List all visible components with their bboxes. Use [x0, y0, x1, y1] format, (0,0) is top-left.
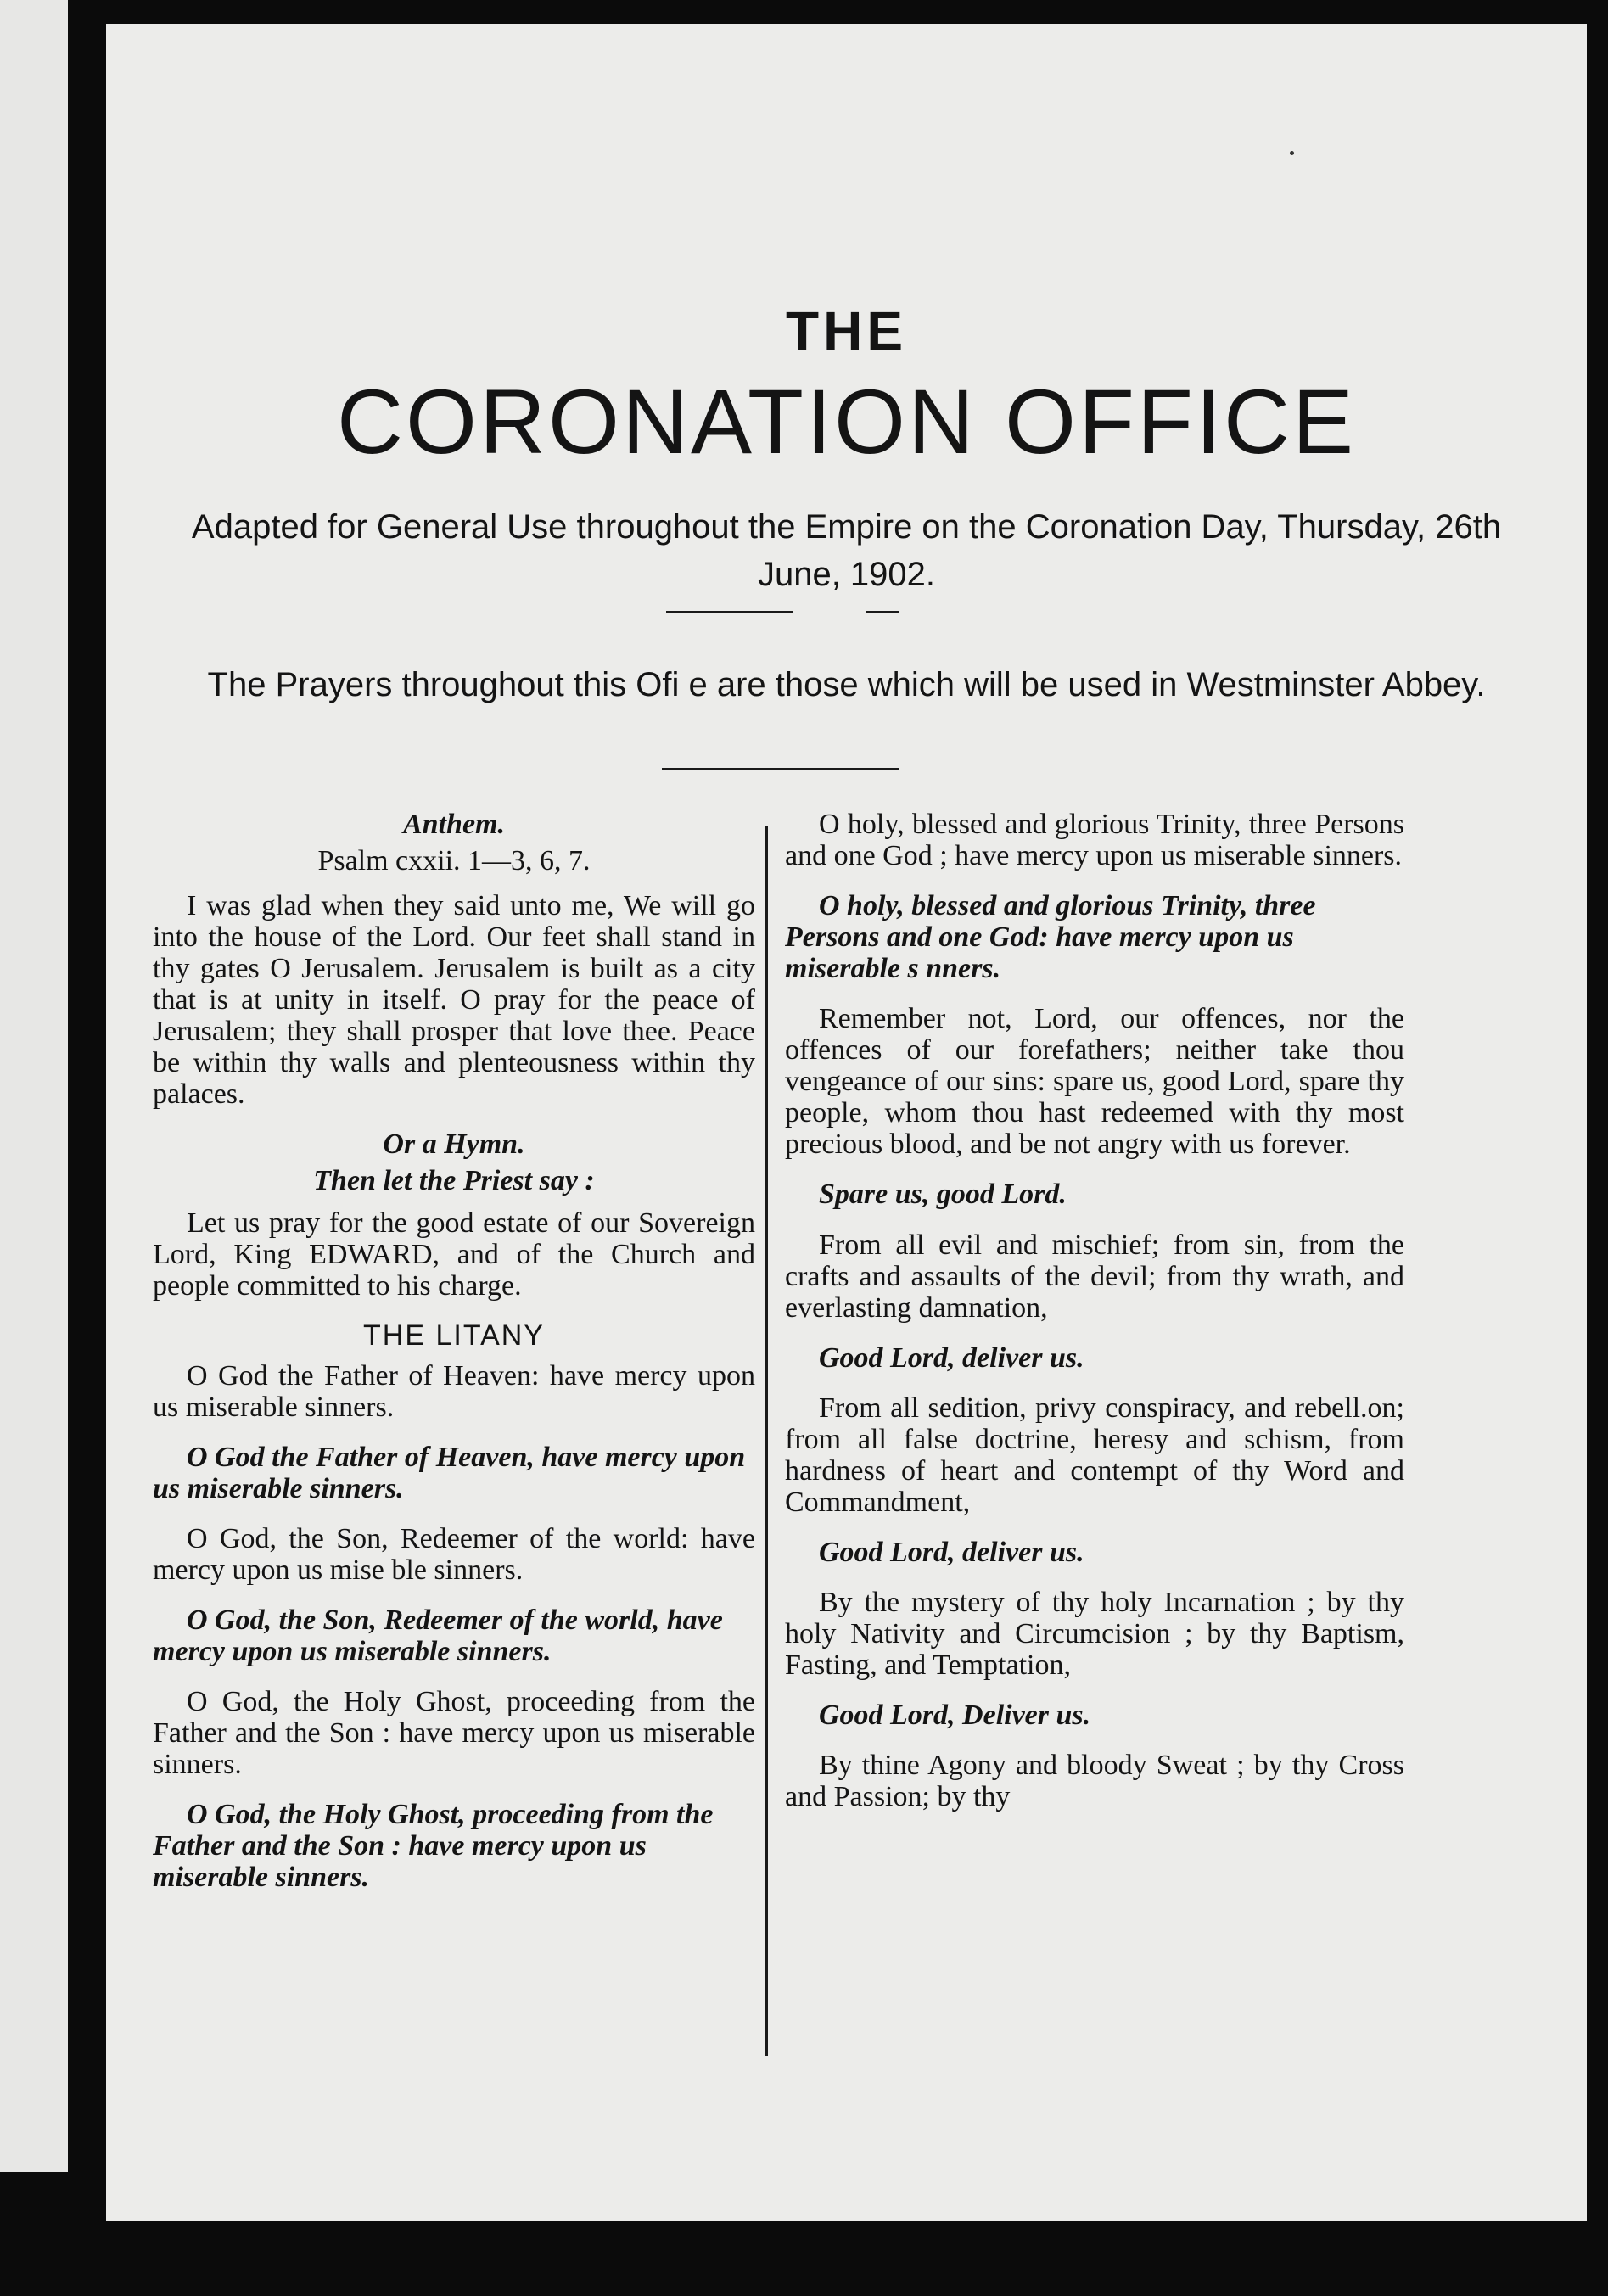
rubric-or-hymn: Or a Hymn. — [383, 1128, 525, 1161]
litany-petition-4: O holy, blessed and glorious Trinity, three Persons and one God ; have mercy upon us miserable sinners. — [785, 809, 1404, 872]
title-main: CORONATION OFFICE — [337, 370, 1356, 473]
litany-petition-3: O God, the Holy Ghost, proceeding from the Father and the Son : have mercy upon us miserable sinners. — [153, 1686, 755, 1781]
prayer-king: Let us pray for the good estate of our Sovereign Lord, King EDWARD, and of the Church and people committed to his charge. — [153, 1207, 755, 1302]
litany-response-2: O God, the Son, Redeemer of the world, have mercy upon us miserable sinners. — [153, 1604, 723, 1668]
anthem-heading: Anthem. — [403, 809, 505, 840]
adjacent-page-edge — [0, 0, 68, 2172]
print-speck — [1290, 151, 1294, 155]
litany-petition-9: By thine Agony and bloody Sweat ; by thy Cross and Passion; by thy — [785, 1750, 1404, 1813]
title-the: THE — [786, 300, 907, 361]
litany-petition-6: From all evil and mischief; from sin, from the crafts and assaults of the devil; from thy wrath, and everlasting damnation, — [785, 1229, 1404, 1324]
document-page — [106, 24, 1587, 2221]
psalm-reference: Psalm cxxii. 1—3, 6, 7. — [317, 845, 591, 877]
rule-right — [866, 611, 899, 613]
psalm-text: I was glad when they said unto me, We will go into the house of the Lord. Our feet shall stand in thy gates O Jerusalem. Jerusalem is built as a city that is at unity in itself. O pray for the peace of Jerusalem; they shall prosper that love thee. Peace be within thy walls and plenteousness within thy palaces. — [153, 890, 755, 1111]
litany-petition-1: O God the Father of Heaven: have mercy upon us miserable sinners. — [153, 1359, 755, 1423]
litany-petition-8: By the mystery of thy holy Incarnation ; by thy holy Nativity and Circumcision ; by thy Baptism, Fasting, and Temptation, — [785, 1586, 1404, 1682]
litany-response-6: Good Lord, deliver us. — [819, 1341, 1084, 1374]
right-column — [785, 809, 1404, 1831]
litany-petition-7: From all sedition, privy conspiracy, and rebell.on; from all false doctrine, heresy and schism, from hardness of heart and contempt of thy Word and Commandment, — [785, 1392, 1404, 1518]
column-divider — [765, 826, 768, 2056]
litany-response-4: O holy, blessed and glorious Trinity, three Persons and one God: have mercy upon us miserable s nners. — [785, 890, 1316, 985]
rule-left — [666, 611, 793, 613]
rubric-priest: Then let the Priest say : — [313, 1165, 595, 1197]
litany-response-7: Good Lord, deliver us. — [819, 1536, 1084, 1568]
litany-response-1: O God the Father of Heaven, have mercy upon us miserable sinners. — [153, 1441, 746, 1504]
subtitle: Adapted for General Use throughout the Empire on the Coronation Day, Thursday, 26th June, 1902. — [191, 508, 1502, 593]
litany-petition-5: Remember not, Lord, our offences, nor the offences of our forefathers; neither take thou vengeance of our sins: spare us, good Lord, spare thy people, whom thou hast redeemed with thy most precious blood, and be not angry with us forever. — [785, 1003, 1404, 1161]
note: The Prayers throughout this Ofi e are those which will be used in Westminster Abbey. — [207, 666, 1486, 703]
litany-heading: THE LITANY — [363, 1319, 545, 1352]
rule-under-note — [662, 768, 899, 770]
litany-petition-2: O God, the Son, Redeemer of the world: have mercy upon us mise ble sinners. — [153, 1522, 755, 1586]
scan-border-right — [1587, 0, 1608, 2296]
left-column — [153, 809, 755, 1912]
litany-response-5: Spare us, good Lord. — [819, 1179, 1067, 1211]
litany-response-3: O God, the Holy Ghost, proceeding from the Father and the Son : have mercy upon us miserable sinners. — [153, 1799, 714, 1894]
litany-response-8: Good Lord, Deliver us. — [819, 1700, 1091, 1732]
